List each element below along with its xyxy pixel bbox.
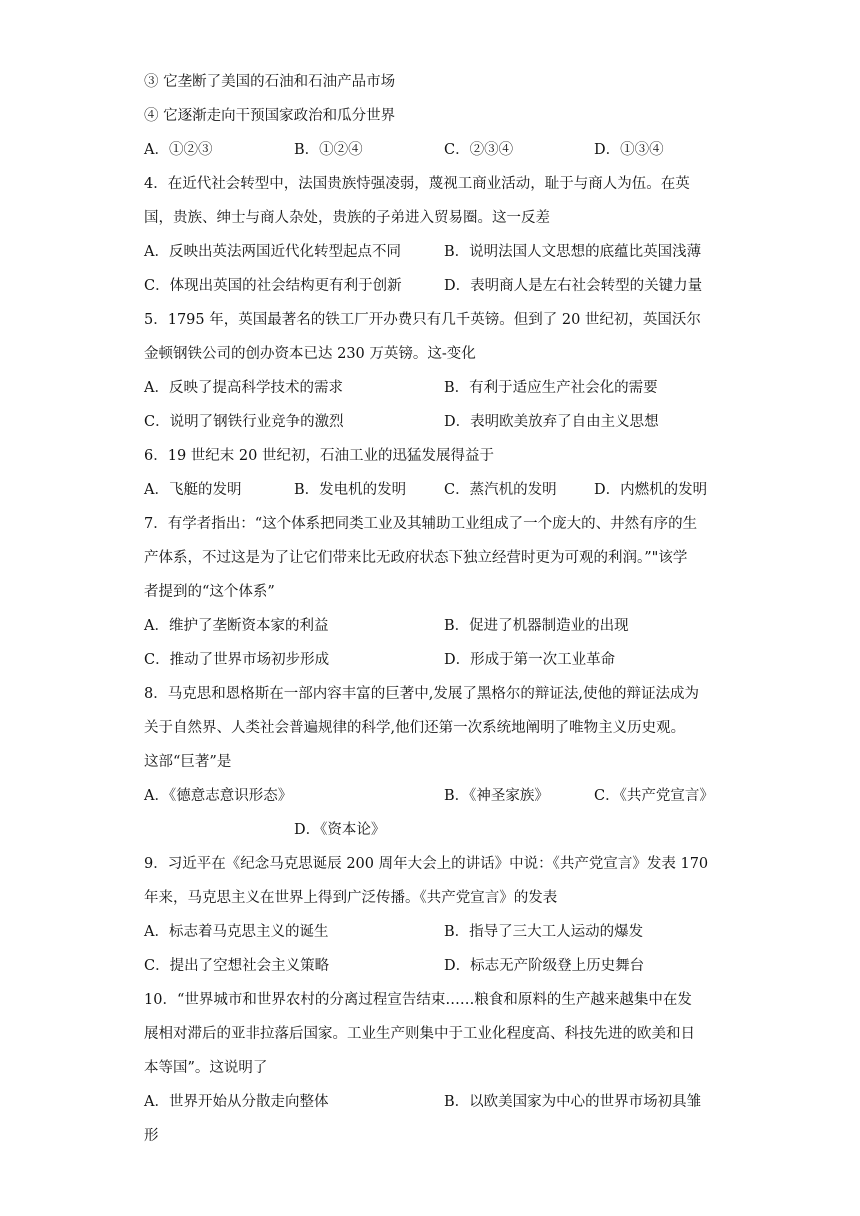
q4-option-c[interactable]: C．体现出英国的社会结构更有利于创新: [144, 278, 402, 294]
q5-option-a[interactable]: A．反映了提高科学技术的需求: [144, 380, 343, 396]
q7-option-b[interactable]: B．促进了机器制造业的出现: [444, 618, 629, 634]
q3-statement-4: ④ 它逐渐走向干预国家政治和瓜分世界: [144, 108, 396, 124]
q8-option-c[interactable]: C．《共产党宣言》: [594, 788, 714, 804]
q10-stem-line1: 10．“世界城市和世界农村的分离过程宣告结束……粮食和原料的生产越来越集中在发: [144, 992, 692, 1008]
q5-option-c[interactable]: C．说明了钢铁行业竞争的激烈: [144, 414, 344, 430]
q3-option-a[interactable]: A．①②③: [144, 142, 213, 158]
q5-stem-line1: 5．1795 年，英国最著名的铁工厂开办费只有几千英镑。但到了 20 世纪初，英国沃尔: [144, 312, 701, 328]
q4-option-d[interactable]: D．表明商人是左右社会转型的关键力量: [444, 278, 703, 294]
q3-statement-3: ③ 它垄断了美国的石油和石油产品市场: [144, 74, 396, 90]
q9-option-b[interactable]: B．指导了三大工人运动的爆发: [444, 924, 644, 940]
q7-option-d[interactable]: D．形成于第一次工业革命: [444, 652, 616, 668]
q10-stem-line3: 本等国”。这说明了: [144, 1060, 268, 1076]
q6-stem-line1: 6．19 世纪末 20 世纪初，石油工业的迅猛发展得益于: [144, 448, 494, 464]
q3-option-d[interactable]: D．①③④: [594, 142, 664, 158]
q10-option-a[interactable]: A．世界开始从分散走向整体: [144, 1094, 329, 1110]
q8-option-a[interactable]: A．《德意志意识形态》: [144, 788, 293, 804]
q7-stem-line1: 7．有学者指出：“这个体系把同类工业及其辅助工业组成了一个庞大的、井然有序的生: [144, 516, 698, 532]
q9-stem-line1: 9．习近平在《纪念马克思诞辰 200 周年大会上的讲话》中说：《共产党宣言》发表 170: [144, 856, 709, 872]
q10-option-b-continuation: 形: [144, 1128, 159, 1144]
q8-stem-line3: 这部“巨著”是: [144, 754, 232, 770]
q4-stem-line1: 4．在近代社会转型中，法国贵族恃强凌弱，蔑视工商业活动，耻于与商人为伍。在英: [144, 176, 690, 192]
q3-option-c[interactable]: C．②③④: [444, 142, 514, 158]
q6-option-a[interactable]: A．飞艇的发明: [144, 482, 242, 498]
q10-option-b[interactable]: B．以欧美国家为中心的世界市场初具雏: [444, 1094, 702, 1110]
q6-option-b[interactable]: B．发电机的发明: [294, 482, 407, 498]
q8-stem-line2: 关于自然界、人类社会普遍规律的科学,他们还第一次系统地阐明了唯物主义历史观。: [144, 720, 686, 736]
q10-stem-line2: 展相对滞后的亚非拉落后国家。工业生产则集中于工业化程度高、科技先进的欧美和日: [144, 1026, 695, 1042]
q7-stem-line3: 者提到的“这个体系”: [144, 584, 275, 600]
q4-option-b[interactable]: B．说明法国人文思想的底蕴比英国浅薄: [444, 244, 702, 260]
q4-stem-line2: 国，贵族、绅士与商人杂处，贵族的子弟进入贸易圈。这一反差: [144, 210, 550, 226]
q8-option-d[interactable]: D．《资本论》: [294, 822, 386, 838]
q5-option-b[interactable]: B．有利于适应生产社会化的需要: [444, 380, 658, 396]
q4-option-a[interactable]: A．反映出英法两国近代化转型起点不同: [144, 244, 401, 260]
q9-option-a[interactable]: A．标志着马克思主义的诞生: [144, 924, 329, 940]
q7-option-c[interactable]: C．推动了世界市场初步形成: [144, 652, 330, 668]
q9-option-c[interactable]: C．提出了空想社会主义策略: [144, 958, 330, 974]
q8-option-b[interactable]: B．《神圣家族》: [444, 788, 549, 804]
q9-option-d[interactable]: D．标志无产阶级登上历史舞台: [444, 958, 645, 974]
q5-stem-line2: 金顿钢铁公司的创办资本已达 230 万英镑。这-变化: [144, 346, 476, 362]
q6-option-c[interactable]: C．蒸汽机的发明: [444, 482, 557, 498]
q8-stem-line1: 8．马克思和恩格斯在一部内容丰富的巨著中,发展了黑格尔的辩证法,使他的辩证法成为: [144, 686, 699, 702]
q7-stem-line2: 产体系，不过这是为了让它们带来比无政府状态下独立经营时更为可观的利润。”"该学: [144, 550, 688, 566]
q3-option-b[interactable]: B．①②④: [294, 142, 363, 158]
q6-option-d[interactable]: D．内燃机的发明: [594, 482, 708, 498]
q5-option-d[interactable]: D．表明欧美放弃了自由主义思想: [444, 414, 659, 430]
q9-stem-line2: 年来，马克思主义在世界上得到广泛传播。《共产党宣言》的发表: [144, 890, 558, 906]
q7-option-a[interactable]: A．维护了垄断资本家的利益: [144, 618, 329, 634]
